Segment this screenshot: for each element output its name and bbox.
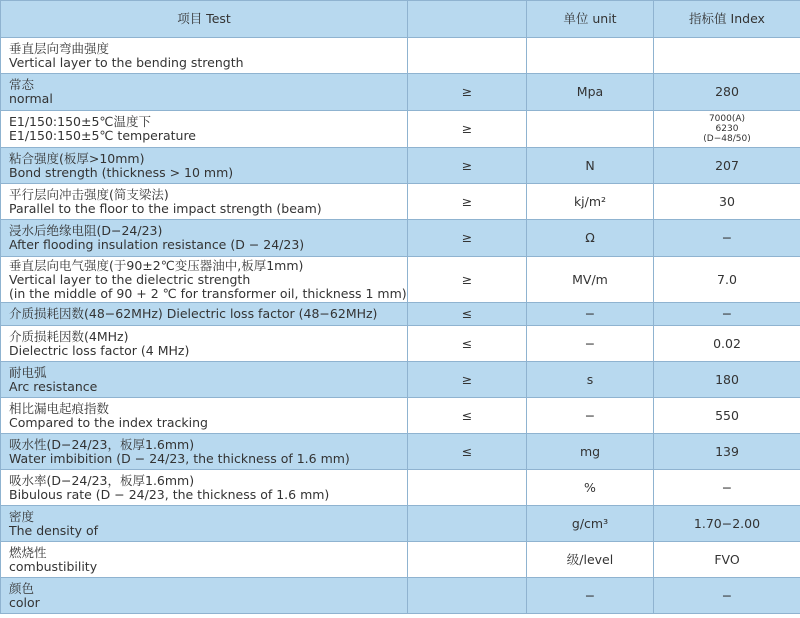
unit-cell: kj/m² [527, 184, 654, 220]
unit-cell: % [527, 470, 654, 506]
item-cell [1, 362, 408, 398]
item-cell [1, 434, 408, 470]
unit-cell: − [527, 398, 654, 434]
table-row [1, 257, 800, 303]
index-line: (D−48/50) [703, 134, 751, 144]
item-cell [1, 470, 408, 506]
item-line: combustibility [9, 558, 98, 574]
item-cell [1, 506, 408, 542]
table-row [1, 362, 800, 398]
unit-cell: N [527, 148, 654, 184]
header-unit: 单位 unit [527, 1, 654, 38]
item-line: 垂直层向弯曲强度 [9, 40, 110, 56]
item-line: 吸水性(D−24/23，板厚1.6mm) [9, 436, 195, 452]
table-row [1, 398, 800, 434]
item-line: 垂直层向电气强度(于90±2℃变压器油中,板厚1mm) [9, 257, 304, 273]
item-line: color [9, 594, 40, 610]
index-cell: 180 [654, 362, 800, 398]
index-cell: 30 [654, 184, 800, 220]
header-relation [408, 1, 527, 38]
unit-cell: s [527, 362, 654, 398]
index-cell: − [654, 303, 800, 326]
item-cell [1, 257, 408, 303]
relation-cell [408, 506, 527, 542]
index-cell: FVO [654, 542, 800, 578]
table-row [1, 470, 800, 506]
index-cell: 7.0 [654, 257, 800, 303]
relation-cell: ≥ [408, 148, 527, 184]
item-line: 密度 [9, 508, 35, 524]
item-line: Water imbibition (D − 24/23, the thickness of 1.6 mm) [9, 450, 350, 466]
table-row [1, 111, 800, 148]
table-row [1, 578, 800, 614]
item-cell [1, 148, 408, 184]
item-line: Dielectric loss factor (4 MHz) [9, 342, 190, 358]
item-line: E1/150:150±5℃ temperature [9, 128, 196, 143]
table-row [1, 434, 800, 470]
item-line: 耐电弧 [9, 364, 47, 380]
item-cell [1, 303, 408, 326]
item-cell [1, 74, 408, 111]
table-row [1, 148, 800, 184]
item-line: normal [9, 91, 53, 106]
relation-cell [408, 38, 527, 74]
index-cell [654, 38, 800, 74]
item-line: The density of [9, 522, 99, 538]
relation-cell: ≥ [408, 74, 527, 111]
table-row [1, 506, 800, 542]
item-line: Compared to the index tracking [9, 414, 208, 430]
relation-cell: ≥ [408, 111, 527, 148]
relation-cell [408, 542, 527, 578]
table-row [1, 220, 800, 257]
item-line: Bibulous rate (D − 24/23, the thickness of 1.6 mm) [9, 486, 330, 502]
item-line: 吸水率(D−24/23，板厚1.6mm) [9, 472, 195, 488]
table-row [1, 303, 800, 326]
unit-cell: MV/m [527, 257, 654, 303]
index-cell: 207 [654, 148, 800, 184]
item-line: Vertical layer to the bending strength [9, 54, 244, 70]
unit-cell: 级/level [527, 542, 654, 578]
unit-cell: − [527, 326, 654, 362]
unit-cell: g/cm³ [527, 506, 654, 542]
header-item: 项目 Test [1, 1, 408, 38]
table-row [1, 184, 800, 220]
item-line: 颜色 [9, 580, 35, 596]
index-cell: − [654, 578, 800, 614]
relation-cell: ≤ [408, 398, 527, 434]
unit-cell [527, 38, 654, 74]
item-line: E1/150:150±5℃温度下 [9, 114, 151, 129]
item-line: 相比漏电起痕指数 [9, 400, 110, 416]
header-index: 指标值 Index [654, 1, 800, 38]
item-cell [1, 542, 408, 578]
item-cell [1, 184, 408, 220]
index-cell: 0.02 [654, 326, 800, 362]
unit-cell: − [527, 578, 654, 614]
unit-cell [527, 111, 654, 148]
table-row [1, 542, 800, 578]
item-line: Arc resistance [9, 378, 98, 394]
relation-cell: ≤ [408, 326, 527, 362]
item-cell [1, 398, 408, 434]
item-cell [1, 578, 408, 614]
item-cell [1, 38, 408, 74]
index-cell: 1.70−2.00 [654, 506, 800, 542]
unit-cell: mg [527, 434, 654, 470]
index-cell [654, 111, 800, 148]
index-cell: 280 [654, 74, 800, 111]
item-line: Parallel to the floor to the impact strength (beam) [9, 200, 322, 216]
unit-cell: − [527, 303, 654, 326]
table-row [1, 74, 800, 111]
item-cell [1, 111, 408, 148]
item-line: 粘合强度(板厚>10mm) [9, 150, 145, 166]
index-line: 7000(A) [708, 114, 746, 124]
unit-cell: Mpa [527, 74, 654, 111]
relation-cell: ≤ [408, 434, 527, 470]
index-cell: − [654, 470, 800, 506]
item-line: 介质损耗因数(4MHz) [9, 328, 129, 344]
relation-cell: ≥ [408, 362, 527, 398]
index-cell: − [654, 220, 800, 257]
item-line: After flooding insulation resistance (D − 24/23) [9, 237, 305, 252]
item-line: Bond strength (thickness > 10 mm) [9, 164, 234, 180]
index-cell: 550 [654, 398, 800, 434]
relation-cell [408, 470, 527, 506]
header-row [1, 1, 800, 38]
item-line: 平行层向冲击强度(简支梁法) [9, 186, 169, 202]
item-line: 浸水后绝缘电阻(D−24/23) [9, 223, 163, 238]
item-cell [1, 220, 408, 257]
index-line: 6230 [715, 124, 739, 134]
index-cell: 139 [654, 434, 800, 470]
table-row [1, 326, 800, 362]
item-line: 常态 [9, 77, 35, 92]
item-line: 介质损耗因数(48−62MHz) Dielectric loss factor (48−62MHz) [9, 306, 378, 321]
item-line: Vertical layer to the dielectric strength [9, 271, 251, 287]
item-line: 燃烧性 [9, 544, 47, 560]
relation-cell: ≥ [408, 184, 527, 220]
relation-cell: ≥ [408, 257, 527, 303]
relation-cell: ≤ [408, 303, 527, 326]
item-line: (in the middle of 90 + 2 ℃ for transformer oil, thickness 1 mm) [9, 285, 407, 301]
relation-cell [408, 578, 527, 614]
table-row [1, 38, 800, 74]
relation-cell: ≥ [408, 220, 527, 257]
item-cell [1, 326, 408, 362]
unit-cell: Ω [527, 220, 654, 257]
